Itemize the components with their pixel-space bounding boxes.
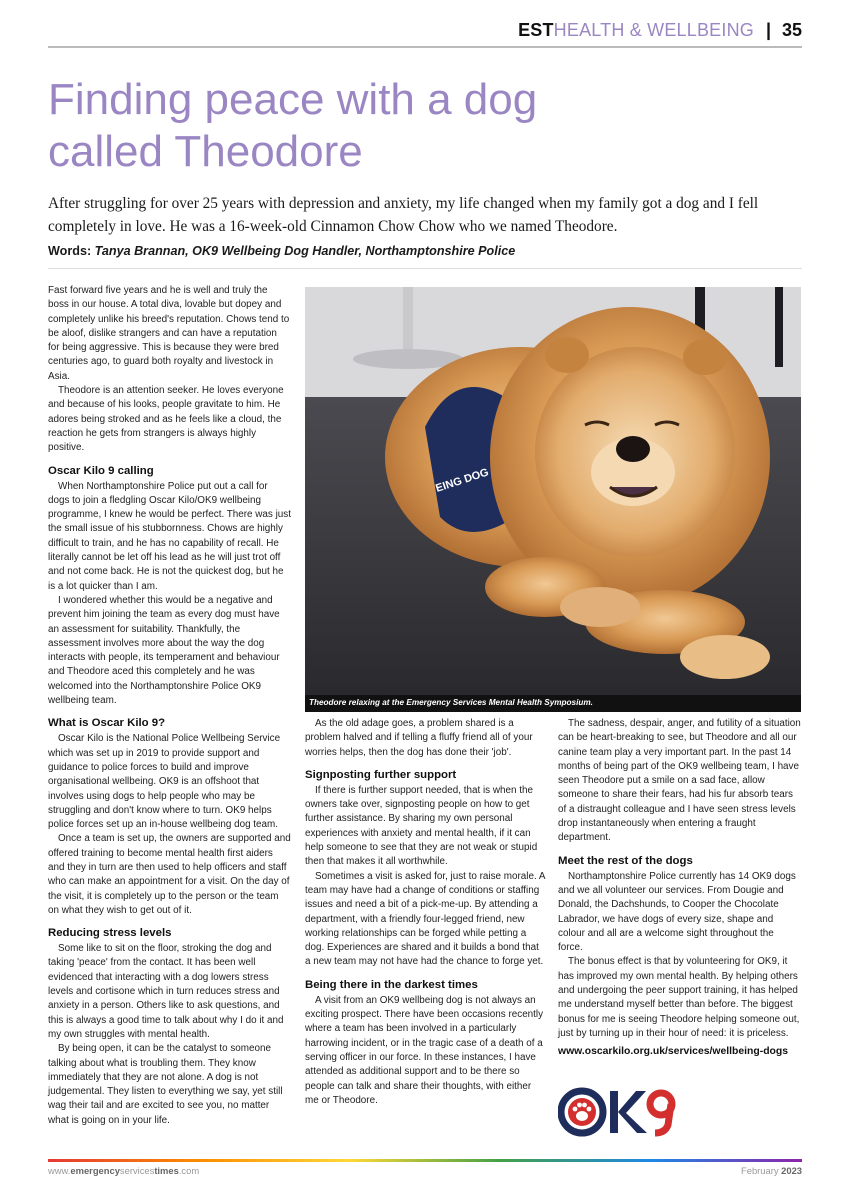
site-prefix: www. [48,1165,71,1176]
paragraph: Theodore is an attention seeker. He loves everyone and because of his looks, people gravitate to him. He adores being stroked and as he feels like a cloud, the reaction he gets from strangers is always highly positive. [48,385,284,454]
issue-month: February [741,1165,779,1176]
paragraph: A visit from an OK9 wellbeing dog is not always an exciting prospect. There have been occasions recently where a team has been involved in a particularly harrowing incident, or in the tragic case of a death of a serving officer in our force. In these instances, I have attended as additional support and to be there so people can talk and share their thoughts, with either me or Theodore. [305,994,544,1106]
paragraph: Some like to sit on the floor, stroking the dog and taking 'peace' from the contact. It has been well evidenced that interacting with a dog lowers stress levels and cortisone which in turn reduces stress and anxiety in a person. Others like to ask questions, and this is always a good time to talk about why I do it and my own struggles with mental health. [48,943,284,1040]
header-divider [48,46,802,48]
subheading: What is Oscar Kilo 9? [48,717,166,730]
page-number: 35 [781,20,802,40]
paragraph: Once a team is set up, the owners are supported and offered training to become mental health first aiders and they in turn are then used to help officers and staff who can make an appointment for a visit. On the day of the visit, it is completely up to the person or the team on what they wish to get out of it. [48,833,291,916]
section-name: HEALTH & WELLBEING [553,20,754,40]
chow-chow-illustration [305,287,801,695]
header-section-label [518,20,754,41]
paragraph: Northamptonshire Police currently has 14 OK9 dogs and we all volunteer our services. From Dougie and Donald, the Dachshunds, to Cooper the Chocolate Labrador, we have dogs of every size, shape and colour and all are a welcome sight throughout the force. [558,870,796,954]
subheading: Oscar Kilo 9 calling [48,464,154,477]
standfirst: After struggling for over 25 years with depression and anxiety, my life changed when my family got a dog and I fell completely in love. He was a 16-week-old Cinnamon Chow Chow who we named Theodore. [48,195,759,235]
brand-est: EST [518,20,554,40]
dog-photo [305,287,801,695]
site-mid: services [119,1165,155,1176]
photo-caption: Theodore relaxing at the Emergency Services Mental Health Symposium. [309,698,593,707]
site-suffix: .com [178,1165,200,1176]
vest-text: EING DOG [434,466,491,495]
paragraph: Oscar Kilo is the National Police Wellbeing Service which was set up in 2019 to provide support and guidance to police forces to build and improve organisational wellbeing. OK9 is an offshoot that involves using dogs to help people who may be struggling and don't know where to turn. OK9 helps police forces set up an in-house wellbeing dog team. [48,733,281,831]
ok9-logo [558,1085,676,1139]
paragraph: The bonus effect is that by volunteering for OK9, it has improved my own mental health. By helping others and undergoing the peer support training, it has helped me understand myself better than before. The biggest bonus for me is seeing Theodore helping someone out, just by turning up in their hour of need: it is priceless. [558,956,800,1039]
issue-year: 2023 [781,1165,802,1176]
column-1 [48,284,291,1128]
page-header [0,18,849,44]
paragraph: If there is further support needed, that is when the owners take over, signposting people on how to get further assistance. By sharing my own personal experiences with anxiety and mental health, if it can help someone to see that they are not weak or stupid then that makes it all worthwhile. [305,784,538,868]
paragraph: I wondered whether this would be a negative and prevent him joining the team as every dog must have an assessment for suitability. Thankfully, the assessment involves more about the way the dog interacts with people, its temperament and behaviour and Theodore aced this completely and he was welcomed into the Northamptonshire Police OK9 wellbeing team. [48,594,280,707]
byline-label: Words: [48,244,92,258]
footer-issue-date [741,1165,802,1176]
paragraph: As the old adage goes, a problem shared is a problem halved and if telling a fluffy friend all of your worries helps, then the dog has done their 'job'. [305,718,533,758]
byline-divider [48,268,802,269]
footer-rainbow-rule [48,1159,802,1162]
footer-website [48,1165,199,1176]
paragraph: Fast forward five years and he is well and truly the boss in our house. A total diva, lovable but dopey and completely unlike his breed's reputation. Chows tend to be aloof, dislike strangers and can have a reputation for being aggressive. This is because they were bred centuries ago, to guard both royalty and livestock in Asia. [48,285,290,382]
paragraph: By being open, it can be the catalyst to someone talking about what is troubling them. They know immediately that they are not alone. A dog is not judgemental. They listen to everything we say, yet still wag their tail and are excited to see you, no matter what is going on in your life. [48,1043,283,1126]
title-line-1: Finding peace with a dog [48,75,538,124]
column-3 [558,717,801,1041]
paragraph: The sadness, despair, anger, and futility of a situation can be heart-breaking to see, but Theodore and all our canine team play a very important part. In the past 14 months of being part of the OK9 wellbeing team, I have seen Theodore put a smile on a sad face, allow someone to share their fears, had his fur absorb tears of a distraught colleague and I have seen stress levels drop instantaneously when entering a fraught department. [558,718,801,844]
title-line-2: called Theodore [48,127,363,176]
article-title [48,74,668,178]
site-bold: emergency [70,1165,120,1176]
subheading: Being there in the darkest times [305,978,478,991]
byline-author: Tanya Brannan, OK9 Wellbeing Dog Handler, Northamptonshire Police [94,244,516,258]
subheading: Meet the rest of the dogs [558,854,693,867]
subheading: Reducing stress levels [48,927,172,940]
column-2 [305,717,545,1108]
paragraph: When Northamptonshire Police put out a call for dogs to join a fledgling Oscar Kilo/OK9 wellbeing programme, I knew he would be perfect. There was just the small issue of his stubbornness. Chows are highly difficult to train, and he has no capability of recall. He literally cannot be let off his lead as he will just trot off and not come back. He is not the quickest dog, but he is a lot quicker than I am. [48,480,291,592]
subheading: Signposting further support [305,768,457,781]
byline [48,244,515,258]
header-separator: | [765,20,771,40]
paragraph: Sometimes a visit is asked for, just to raise morale. A team may have had a change of conditions or staffing issues and need a bit of a pick-me-up. By attending a department, with a friendly four-legged friend, new working relationships can be forged while petting a dog. Experiences are shared and it builds a bond that a new team may not have had the chance to forge yet. [305,870,545,968]
site-bold-2: times [154,1165,179,1176]
oscarkilo-link[interactable]: www.oscarkilo.org.uk/services/wellbeing-dogs [558,1046,789,1057]
